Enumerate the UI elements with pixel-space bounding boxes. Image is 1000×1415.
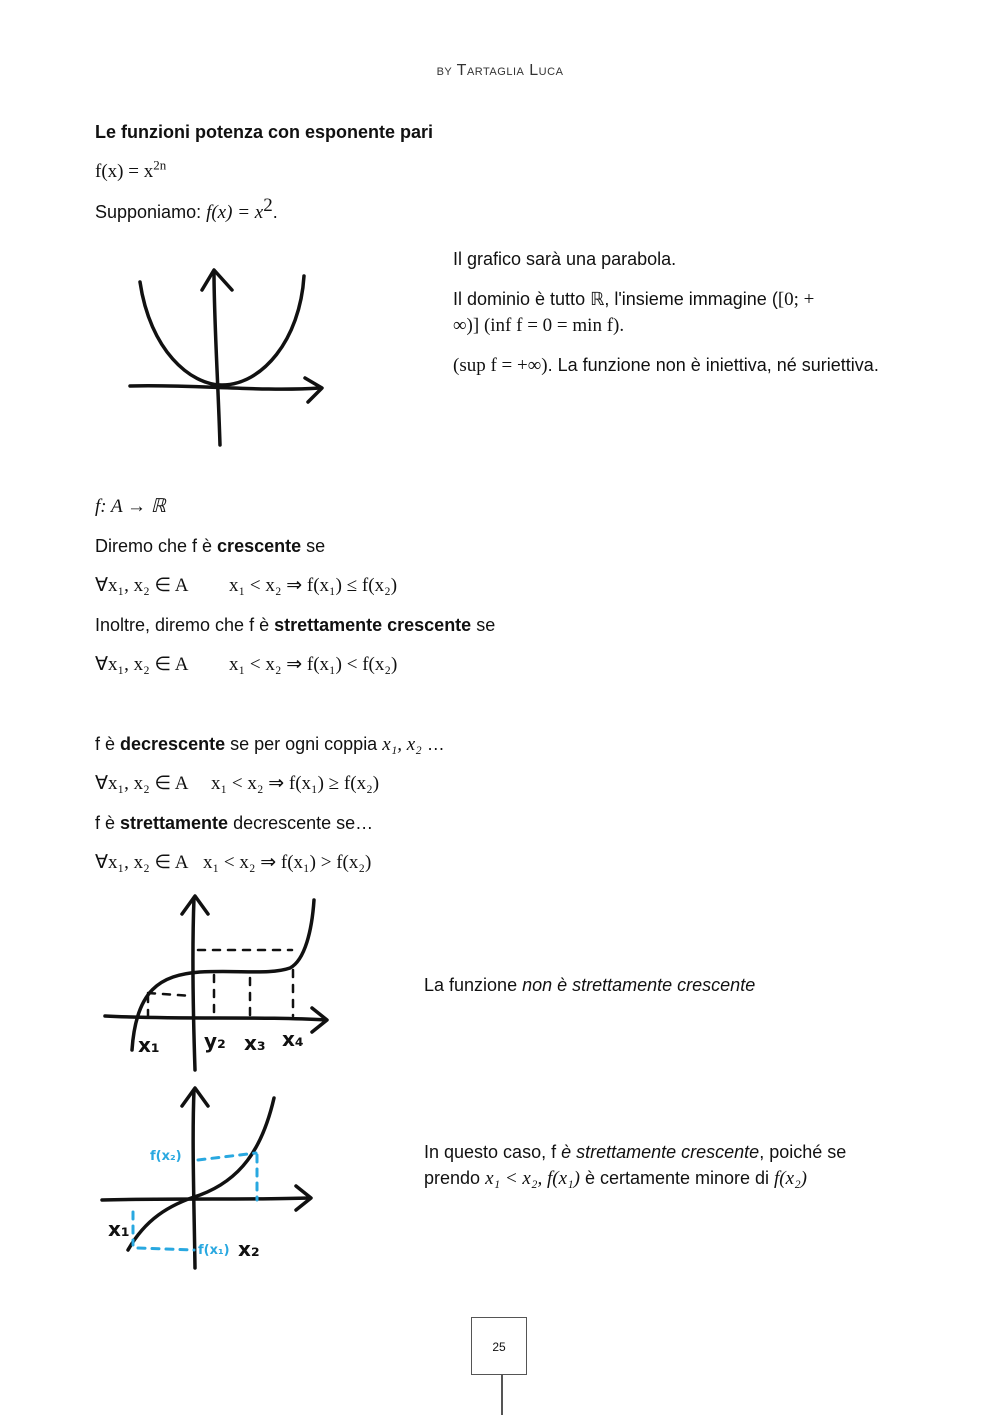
graph3-x-axis (102, 1198, 310, 1200)
graph2-label-x4: x₄ (282, 1027, 304, 1051)
desc-domain-text: Il dominio è tutto ℝ, l'insieme immagine ( (453, 289, 778, 309)
strict-crescente-def-pre: Inoltre, diremo che f è (95, 615, 275, 635)
power-formula-base: f(x) = x (95, 161, 154, 182)
forall-crescente: ∀x₁, x₂ ∈ A (95, 575, 189, 596)
forall-strict-decrescente: ∀x₁, x₂ ∈ A (95, 852, 189, 873)
graph3-curve (128, 1098, 274, 1250)
forall-strict-crescente: ∀x₁, x₂ ∈ A (95, 654, 189, 675)
header-prefix: BY (436, 66, 453, 78)
strict-decrescente-def-pre: f è (95, 813, 121, 833)
graph3-caption-l2-math2: f(x₂) (774, 1168, 808, 1189)
decrescente-def-math: x₁, x₂ (382, 734, 422, 755)
section-title: Le funzioni potenza con esponente pari (95, 122, 434, 142)
desc-domain-line2: ∞)] (inf f = 0 = min f). (453, 315, 625, 336)
graph2-label-y2: y₂ (204, 1029, 226, 1053)
decrescente-def-bold: decrescente (120, 734, 226, 754)
graph3-caption-line2 (424, 1165, 807, 1192)
graph2-label-x3: x₃ (244, 1031, 266, 1055)
graph3-caption-l2-math: x₁ < x₂, f(x₁) (485, 1168, 580, 1189)
function-map: f: A → ℝ (95, 496, 166, 517)
strict-decrescente-def-post: decrescente se… (228, 813, 374, 833)
cond-decrescente: x₁ < x₂ ⇒ f(x₁) ≥ f(x₂) (211, 773, 380, 794)
graph3-dash-fx1 (138, 1248, 194, 1250)
graph3-y-axis (193, 1090, 195, 1268)
decrescente-def-end: … (421, 734, 445, 754)
suppose-label: Supponiamo: (95, 202, 207, 222)
graph3-caption-post: , poiché se (759, 1142, 847, 1162)
graph3-label-fx1: f(x₁) (198, 1243, 230, 1258)
graph3-caption-line1 (424, 1139, 846, 1165)
graph3-label-fx2: f(x₂) (150, 1149, 182, 1164)
cond-strict-crescente: x₁ < x₂ ⇒ f(x₁) < f(x₂) (229, 654, 398, 675)
strict-decrescente-def-bold: strettamente (120, 813, 229, 833)
crescente-def-bold: crescente (217, 536, 302, 556)
graph3-label-x2: x₂ (238, 1237, 260, 1261)
strict-crescente-def-bold: strettamente crescente (274, 615, 472, 635)
desc-sup-text: . La funzione non è iniettiva, né suriettiva. (547, 355, 879, 375)
graph3-caption-l2-pre: prendo (424, 1168, 486, 1188)
decrescente-def-post: se per ogni coppia (225, 734, 383, 754)
crescente-def-post: se (301, 536, 326, 556)
strict-crescente-def-post: se (471, 615, 496, 635)
suppose-exponent: 2 (263, 195, 273, 216)
graph2-caption-italic: non è strettamente crescente (522, 975, 756, 995)
desc-sup-math: (sup f = +∞) (453, 355, 548, 376)
page-number: 25 (471, 1317, 527, 1375)
cond-strict-decrescente: x₁ < x₂ ⇒ f(x₁) > f(x₂) (203, 852, 372, 873)
graph3-caption-italic: è strettamente crescente (561, 1142, 760, 1162)
crescente-def-pre: Diremo che f è (95, 536, 218, 556)
forall-decrescente: ∀x₁, x₂ ∈ A (95, 773, 189, 794)
suppose-math: f(x) = x (206, 202, 264, 223)
graph3-caption-pre: In questo caso, f (424, 1142, 562, 1162)
graph3-caption-l2-mid: è certamente minore di (579, 1168, 775, 1188)
header-author: Tartaglia Luca (456, 62, 564, 79)
desc-parabola: Il grafico sarà una parabola. (453, 249, 677, 269)
desc-domain-math-a: [0; + (777, 289, 815, 310)
power-formula-exponent: 2n (153, 157, 167, 173)
decrescente-def-pre: f è (95, 734, 121, 754)
graph2-caption-pre: La funzione (424, 975, 523, 995)
graph3-label-x1: x₁ (108, 1217, 130, 1241)
graph2-label-x1: x₁ (138, 1033, 160, 1057)
suppose-end: . (272, 202, 278, 222)
cond-crescente: x₁ < x₂ ⇒ f(x₁) ≤ f(x₂) (229, 575, 398, 596)
page-number-line (501, 1375, 503, 1415)
